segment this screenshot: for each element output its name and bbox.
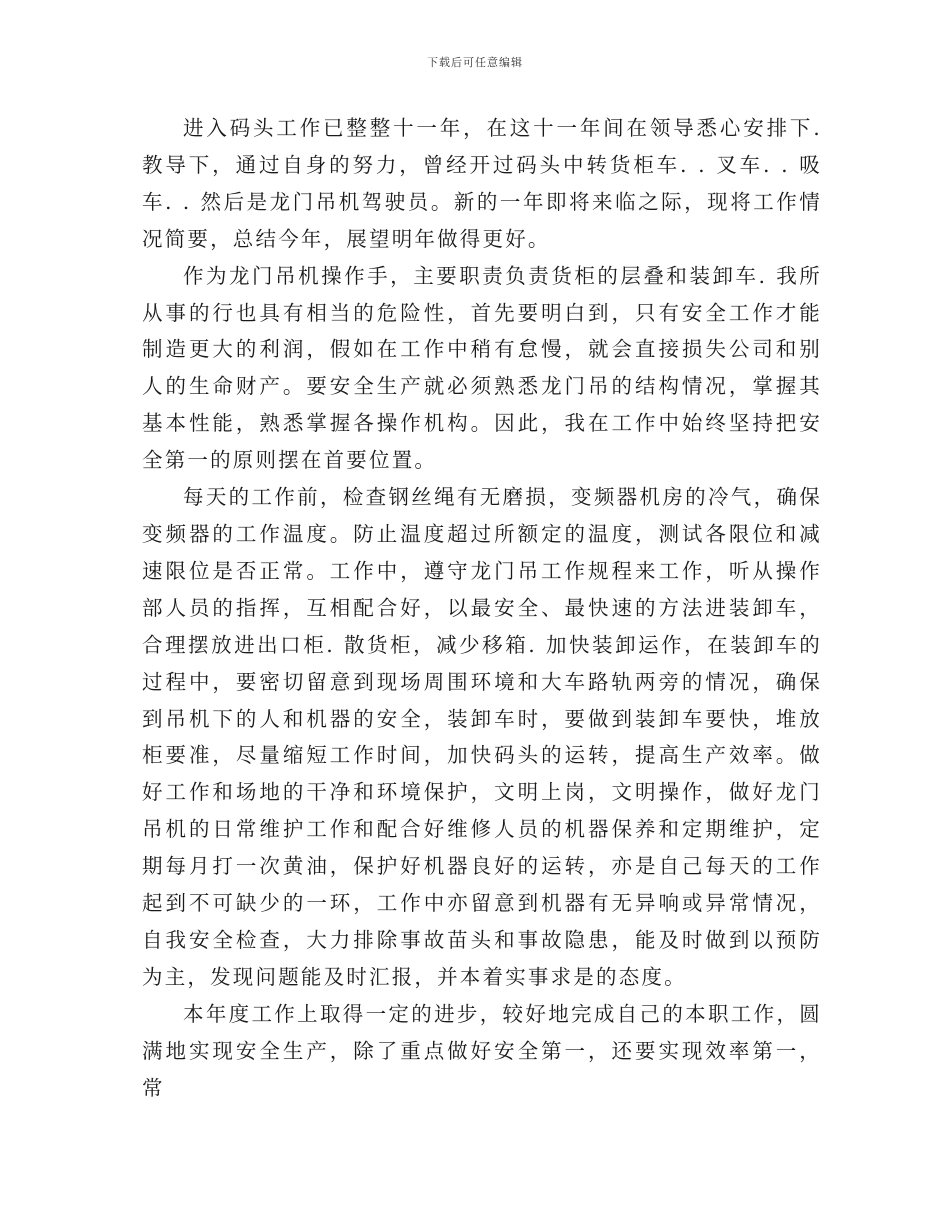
document-body (142, 110, 822, 1106)
paragraph-daily-work: 每天的工作前，检查钢丝绳有无磨损，变频器机房的冷气，确保变频器的工作温度。防止温度超过所额定的温度，测试各限位和减速限位是否正常。工作中，遵守龙门吊工作规程来工作，听从操作部人员的指挥，互相配合好，以最安全、最快速的方法进装卸车，合理摆放进出口柜. 散货柜，减少移箱. 加快装卸运作，在装卸车的过程中，要密切留意到现场周围环境和大车路轨两旁的情况，确保到吊机下的人和机器的安全，装卸车时，要做到装卸车要快，堆放柜要准，尽量缩短工作时间，加快码头的运转，提高生产效率。做好工作和场地的干净和环境保护，文明上岗，文明操作，做好龙门吊机的日常维护工作和配合好维修人员的机器保养和定期维护，定期每月打一次黄油，保护好机器良好的运转，亦是自己每天的工作起到不可缺少的一环，工作中亦留意到机器有无异响或异常情况，自我安全检查，大力排除事故苗头和事故隐患，能及时做到以预防为主，发现问题能及时汇报，并本着实事求是的态度。 (142, 485, 822, 989)
paragraph-summary: 本年度工作上取得一定的进步，较好地完成自己的本职工作，圆满地实现安全生产，除了重点做好安全第一，还要实现效率第一，常 (142, 1001, 822, 1100)
paragraph-intro: 进入码头工作已整整十一年，在这十一年间在领导悉心安排下. 教导下，通过自身的努力，曾经开过码头中转货柜车. . 叉车. . 吸车. . 然后是龙门吊机驾驶员。新的一年即将来临之际，现将工作情况简要，总结今年，展望明年做得更好。 (142, 116, 822, 251)
paragraph-duties: 作为龙门吊机操作手，主要职责负责货柜的层叠和装卸车. 我所从事的行也具有相当的危险性，首先要明白到，只有安全工作才能制造更大的利润，假如在工作中稍有怠慢，就会直接损失公司和别人的生命财产。要安全生产就必须熟悉龙门吊的结构情况，掌握其基本性能，熟悉掌握各操作机构。因此，我在工作中始终坚持把安全第一的原则摆在首要位置。 (142, 263, 822, 473)
page-header-note: 下载后可任意编辑 (427, 56, 523, 69)
